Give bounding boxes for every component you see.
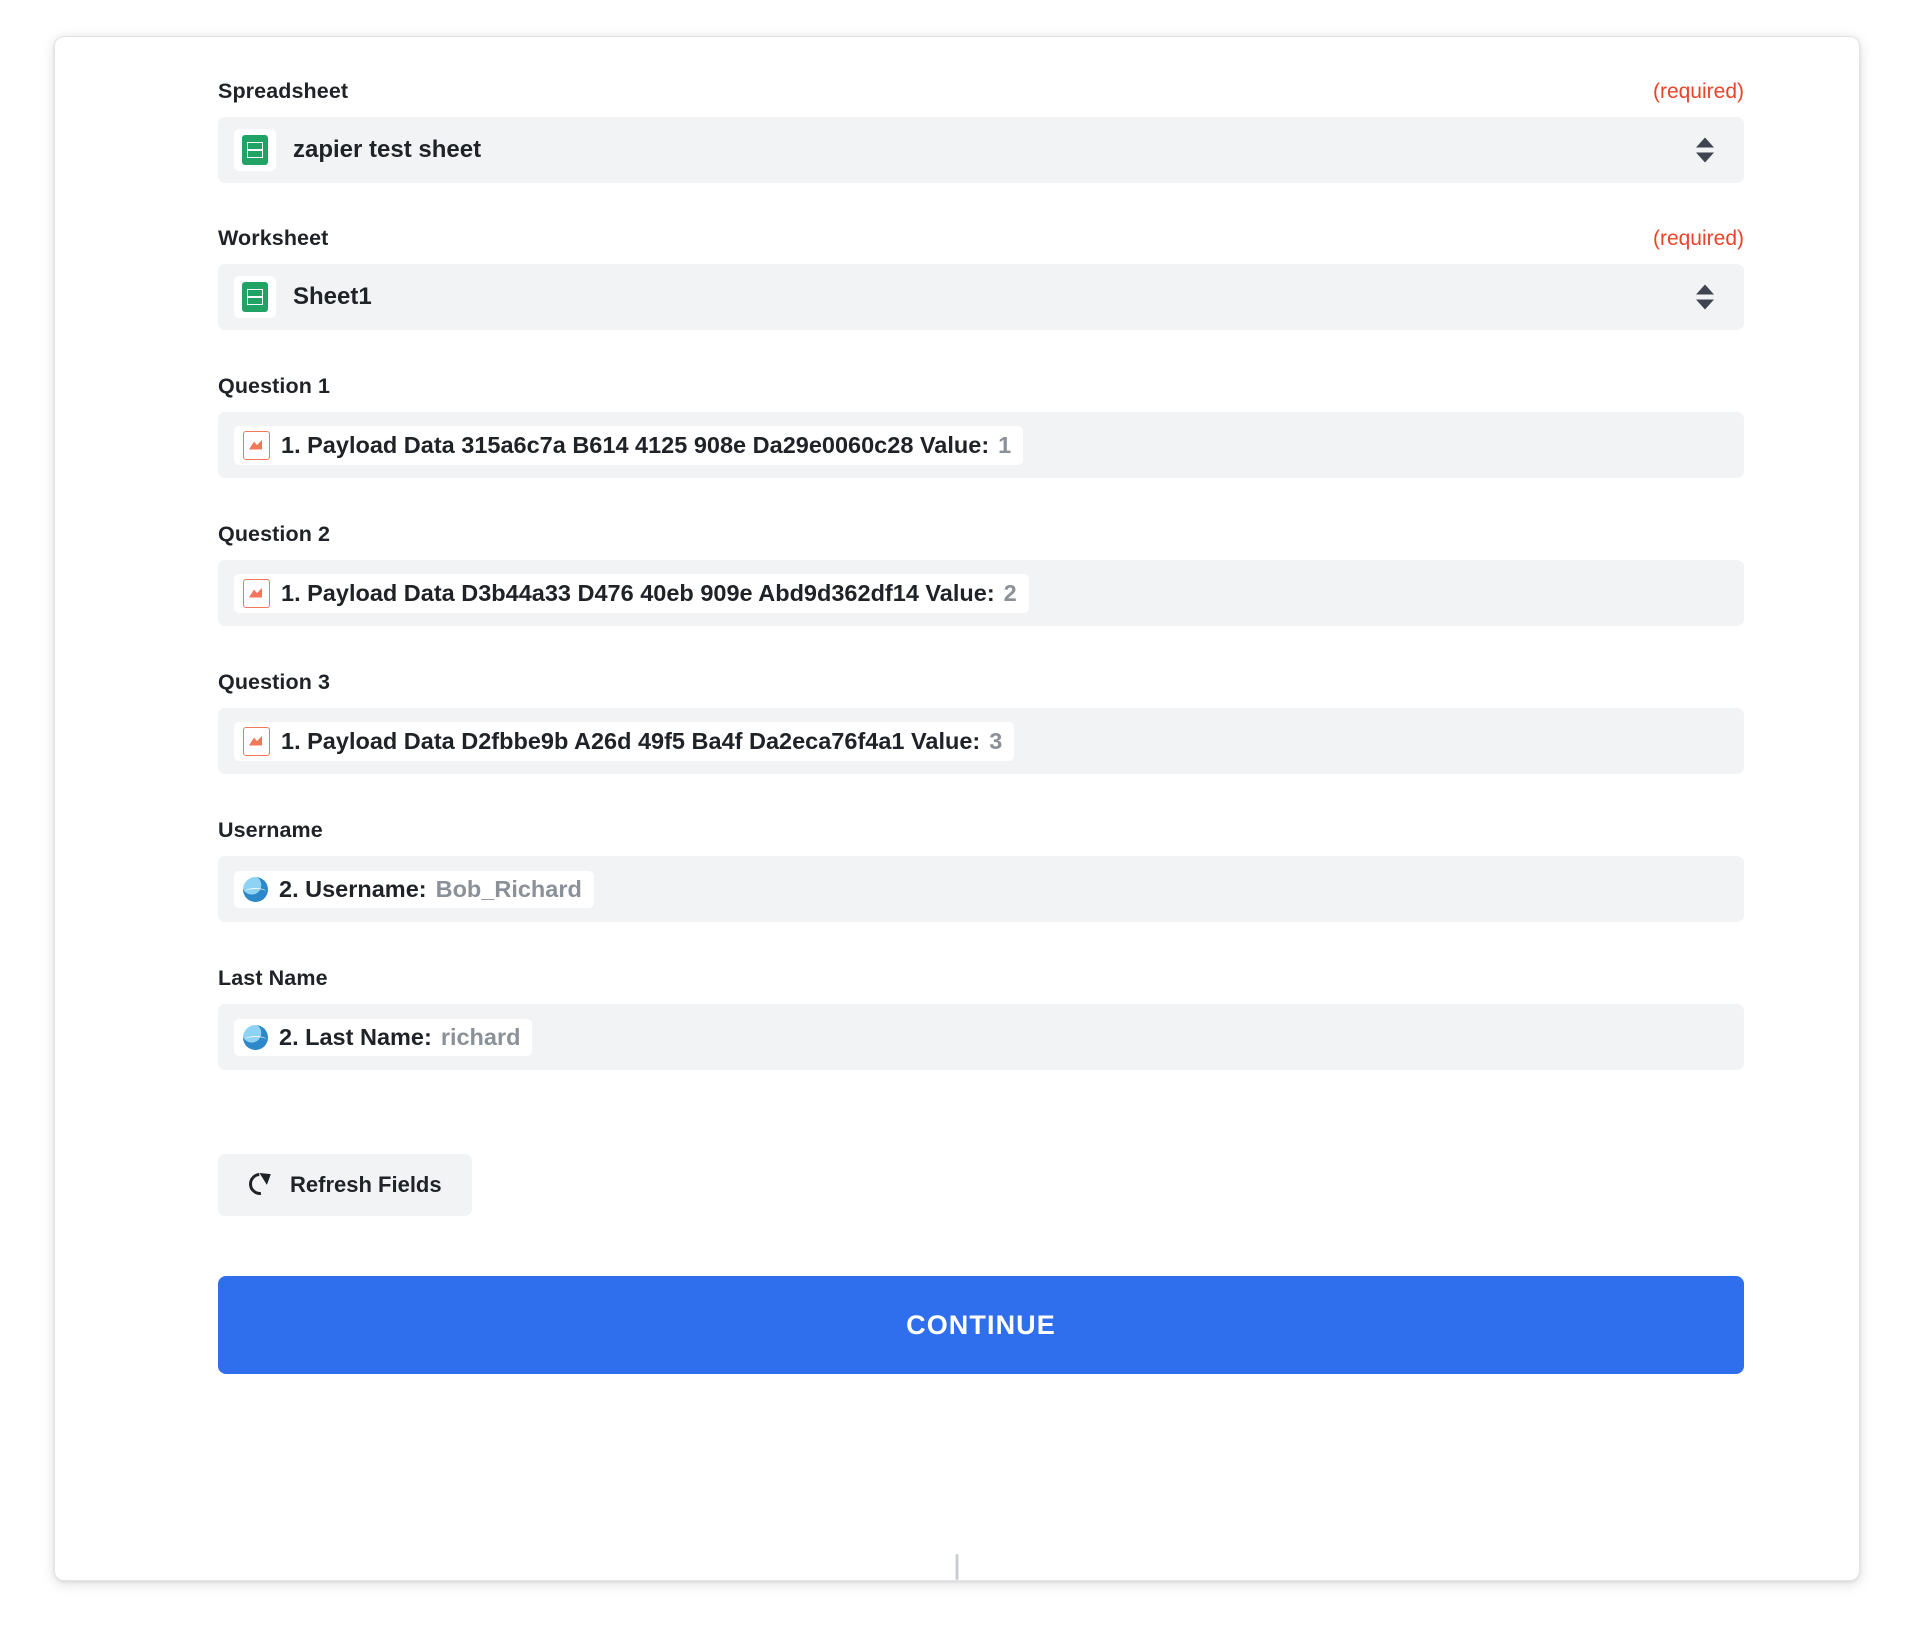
token-value: 2 — [1003, 579, 1017, 606]
token-label: 1. Payload Data 315a6c7a B614 4125 908e Da29e0060c28 Value: — [281, 431, 990, 458]
form-body — [55, 37, 1859, 1580]
field-label: Question 2 — [218, 522, 331, 546]
field-input-username[interactable] — [218, 856, 1744, 922]
spreadsheet-select[interactable] — [218, 117, 1744, 183]
spreadsheet-field — [218, 79, 1744, 183]
field-label: Username — [218, 818, 323, 842]
google-sheets-icon — [234, 129, 276, 171]
chevron-updown-icon[interactable] — [1696, 138, 1714, 163]
refresh-icon — [248, 1172, 274, 1198]
field-input-question-1[interactable] — [218, 412, 1744, 478]
field-label: Question 3 — [218, 670, 331, 694]
continue-button[interactable]: CONTINUE — [218, 1276, 1744, 1374]
globe-icon — [243, 877, 268, 902]
field-input-question-3[interactable] — [218, 708, 1744, 774]
worksheet-label: Worksheet — [218, 226, 329, 250]
field-label-row — [218, 522, 1744, 547]
field-question-2 — [218, 522, 1744, 626]
token-label: 2. Username: — [279, 875, 427, 902]
resize-handle[interactable] — [956, 1554, 959, 1580]
refresh-fields-button[interactable] — [218, 1154, 472, 1216]
field-question-3 — [218, 670, 1744, 774]
worksheet-select[interactable] — [218, 264, 1744, 330]
spreadsheet-label-row — [218, 79, 1744, 104]
spreadsheet-required-tag: (required) — [1652, 80, 1744, 103]
worksheet-field — [218, 226, 1744, 330]
field-label-row — [218, 670, 1744, 695]
mapped-token[interactable] — [234, 722, 1014, 761]
token-label: 1. Payload Data D3b44a33 D476 40eb 909e Abd9d362df14 Value: — [281, 579, 995, 606]
token-label: 2. Last Name: — [279, 1023, 432, 1050]
field-label: Last Name — [218, 966, 328, 990]
worksheet-selected-value: Sheet1 — [293, 283, 372, 310]
google-sheets-icon — [234, 276, 276, 318]
mapped-token[interactable] — [234, 426, 1023, 465]
field-question-1 — [218, 374, 1744, 478]
globe-icon — [243, 1025, 268, 1050]
token-value: richard — [440, 1023, 521, 1050]
refresh-fields-label: Refresh Fields — [290, 1172, 442, 1197]
mapped-token[interactable] — [234, 871, 594, 908]
mapped-token[interactable] — [234, 574, 1029, 613]
worksheet-required-tag: (required) — [1652, 227, 1744, 250]
field-last-name — [218, 966, 1744, 1070]
worksheet-label-row — [218, 226, 1744, 251]
pdf-file-icon — [243, 727, 270, 756]
mapped-token[interactable] — [234, 1019, 532, 1056]
token-value: Bob_Richard — [435, 875, 582, 902]
field-label-row — [218, 966, 1744, 991]
token-label: 1. Payload Data D2fbbe9b A26d 49f5 Ba4f Da2eca76f4a1 Value: — [281, 727, 981, 754]
field-username — [218, 818, 1744, 922]
field-label: Question 1 — [218, 374, 331, 398]
field-label-row — [218, 818, 1744, 843]
token-value: 1 — [998, 431, 1012, 458]
zap-action-setup-card — [54, 36, 1860, 1581]
pdf-file-icon — [243, 431, 270, 460]
token-value: 3 — [989, 727, 1003, 754]
spreadsheet-selected-value: zapier test sheet — [293, 136, 482, 163]
field-input-last-name[interactable] — [218, 1004, 1744, 1070]
pdf-file-icon — [243, 579, 270, 608]
chevron-updown-icon[interactable] — [1696, 285, 1714, 310]
spreadsheet-label: Spreadsheet — [218, 79, 349, 103]
field-input-question-2[interactable] — [218, 560, 1744, 626]
field-label-row — [218, 374, 1744, 399]
